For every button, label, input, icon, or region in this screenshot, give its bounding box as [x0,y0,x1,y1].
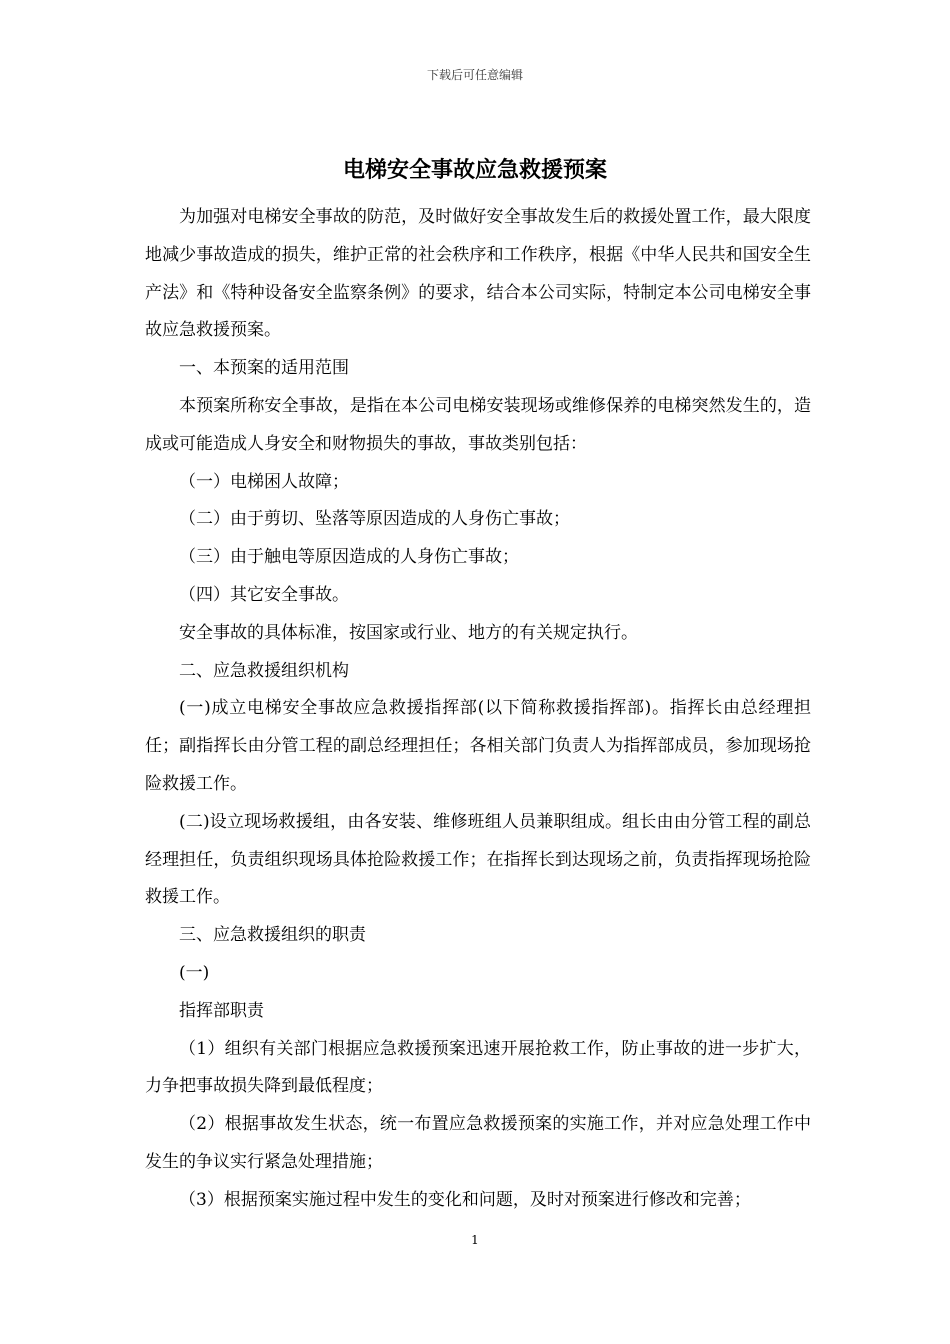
section-heading-scope: 一、本预案的适用范围 [179,358,349,379]
section-heading-duties: 三、应急救援组织的职责 [179,925,366,946]
duty-item-2: （2）根据事故发生状态，统一布置应急救援预案的实施工作，并对应急处理工作中发生的争议实行紧急处理措施； [145,1114,811,1172]
list-item-accident-type-3: （三）由于触电等原因造成的人身伤亡事故； [179,547,519,568]
paragraph-rescue-team: (二)设立现场救援组，由各安装、维修班组人员兼职组成。组长由由分管工程的副总经理担任，负责组织现场具体抢险救援工作；在指挥长到达现场之前，负责指挥现场抢险救援工作。 [145,811,811,908]
list-item-accident-type-2: （二）由于剪切、坠落等原因造成的人身伤亡事故； [179,509,570,530]
duty-item-3: （3）根据预案实施过程中发生的变化和问题，及时对预案进行修改和完善； [179,1189,751,1210]
duty-item-1: （1）组织有关部门根据应急救援预案迅速开展抢救工作，防止事故的进一步扩大，力争把事故损失降到最低程度； [145,1038,811,1097]
page-number: 1 [471,1233,479,1247]
subsection-number: (一) [179,962,210,983]
document-title: 电梯安全事故应急救援预案 [342,158,607,183]
paragraph-command-center: (一)成立电梯安全事故应急救援指挥部(以下简称救援指挥部)。指挥长由总经理担任；副指挥长由分管工程的副总经理担任；各相关部门负责人为指挥部成员，参加现场抢险救援工作。 [145,698,811,794]
list-item-accident-type-4: （四）其它安全事故。 [179,584,349,605]
paragraph-scope: 本预案所称安全事故，是指在本公司电梯安装现场或维修保养的电梯突然发生的，造成或可能造成人身安全和财物损失的事故，事故类别包括： [145,395,811,454]
subsection-heading-command-duties: 指挥部职责 [179,1000,264,1021]
header-note: 下载后可任意编辑 [426,68,523,82]
section-heading-organization: 二、应急救援组织机构 [179,660,349,681]
paragraph-standards: 安全事故的具体标准，按国家或行业、地方的有关规定执行。 [179,622,638,643]
document-body [145,199,811,1220]
paragraph-intro: 为加强对电梯安全事故的防范，及时做好安全事故发生后的救援处置工作，最大限度地减少事故造成的损失，维护正常的社会秩序和工作秩序，根据《中华人民共和国安全生产法》和《特种设备安全监察条例》的要求，结合本公司实际，特制定本公司电梯安全事故应急救援预案。 [145,207,811,341]
list-item-accident-type-1: （一）电梯困人故障； [179,471,349,492]
